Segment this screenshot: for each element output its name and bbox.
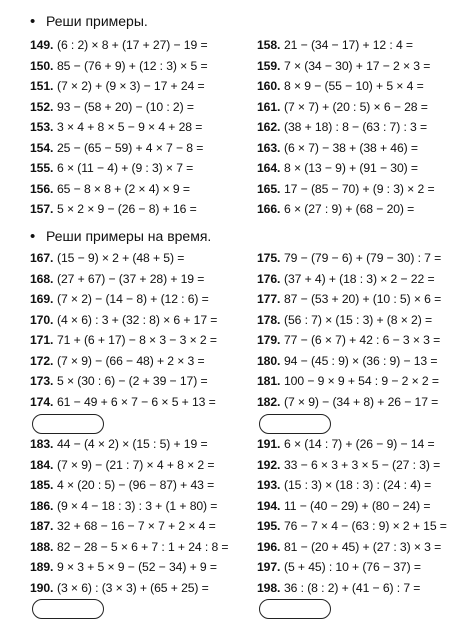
problem-expression: (27 + 67) − (37 + 28) + 19 = xyxy=(57,271,205,286)
problem-row xyxy=(30,373,207,389)
problem-row xyxy=(30,539,228,555)
problem-expression: (7 × 9) − (21 : 7) × 4 + 8 × 2 = xyxy=(57,457,215,472)
problem-expression: 82 − 28 − 5 × 6 + 7 : 1 + 24 : 8 = xyxy=(57,539,229,554)
problem-expression: 44 − (4 × 2) × (15 : 5) + 19 = xyxy=(57,437,208,451)
problem-row xyxy=(257,498,430,514)
problem-row xyxy=(30,140,203,156)
problem-expression: (15 − 9) × 2 + (48 + 5) = xyxy=(57,251,185,265)
problem-number: 197. xyxy=(257,560,281,574)
problem-row xyxy=(30,78,205,94)
problem-expression: (7 × 2) − (14 − 8) + (12 : 6) = xyxy=(57,292,209,306)
heading-text: Реши примеры на время. xyxy=(46,228,212,244)
problem-expression: 94 − (45 : 9) × (36 : 9) − 13 = xyxy=(284,353,438,368)
problem-number: 166. xyxy=(257,202,281,216)
problem-number: 154. xyxy=(30,140,54,155)
problem-expression: (5 + 45) : 10 + (76 − 37) = xyxy=(284,560,421,574)
problem-expression: 25 − (65 − 59) + 4 × 7 − 8 = xyxy=(57,140,204,155)
time-answer-box-right-2[interactable] xyxy=(259,414,331,434)
problem-expression: 71 + (6 + 17) − 8 × 3 − 3 × 2 = xyxy=(57,333,217,347)
problem-row xyxy=(257,140,418,156)
problem-expression: 85 − (76 + 9) + (12 : 3) × 5 = xyxy=(57,58,208,73)
problem-expression: 9 × 3 + 5 × 9 − (52 − 34) + 9 = xyxy=(57,560,217,574)
problem-row xyxy=(257,37,413,53)
problem-row xyxy=(257,518,447,534)
problem-row xyxy=(30,58,207,74)
problem-row xyxy=(30,99,194,115)
problem-number: 188. xyxy=(30,539,54,554)
problem-number: 178. xyxy=(257,312,281,327)
problem-expression: 65 − 8 × 8 + (2 × 4) × 9 = xyxy=(57,181,190,196)
problem-number: 193. xyxy=(257,478,281,492)
problem-number: 182. xyxy=(257,394,281,409)
problem-expression: 3 × 4 + 8 × 5 − 9 × 4 + 28 = xyxy=(57,120,203,134)
problem-number: 161. xyxy=(257,99,281,114)
problem-row xyxy=(257,99,428,115)
problem-number: 151. xyxy=(30,79,54,93)
problem-number: 192. xyxy=(257,457,281,472)
problem-number: 195. xyxy=(257,519,281,533)
problem-expression: (3 × 6) : (3 × 3) + (65 + 25) = xyxy=(57,580,209,595)
problem-number: 179. xyxy=(257,333,281,347)
problem-number: 162. xyxy=(257,120,281,134)
time-answer-box-left-2[interactable] xyxy=(32,414,104,434)
problem-expression: (37 + 4) + (18 : 3) × 2 − 22 = xyxy=(284,271,435,286)
problem-expression: (7 × 7) + (20 : 5) × 6 − 28 = xyxy=(284,99,428,114)
problem-number: 185. xyxy=(30,478,54,492)
problem-row xyxy=(257,291,441,307)
problem-row xyxy=(257,373,439,389)
problem-number: 183. xyxy=(30,437,54,451)
problem-row xyxy=(257,119,427,135)
problem-expression: (7 × 2) + (9 × 3) − 17 + 24 = xyxy=(57,79,205,93)
problem-expression: 4 × (20 : 5) − (96 − 87) + 43 = xyxy=(57,478,215,492)
problem-expression: 100 − 9 × 9 + 54 : 9 − 2 × 2 = xyxy=(284,374,439,388)
problem-expression: 36 : (8 : 2) + (41 − 6) : 7 = xyxy=(284,580,421,595)
problem-row xyxy=(30,250,184,266)
problem-number: 157. xyxy=(30,202,54,216)
problem-row xyxy=(30,312,217,328)
problem-number: 167. xyxy=(30,251,54,265)
problem-number: 168. xyxy=(30,271,54,286)
problem-number: 190. xyxy=(30,580,54,595)
problem-row xyxy=(257,559,421,575)
problem-row xyxy=(30,477,214,493)
problem-expression: (7 × 9) − (34 + 8) + 26 − 17 = xyxy=(284,394,439,409)
problem-number: 177. xyxy=(257,292,281,306)
problem-expression: 6 × (27 : 9) + (68 − 20) = xyxy=(284,202,415,216)
problem-expression: 87 − (53 + 20) + (10 : 5) × 6 = xyxy=(284,292,442,306)
problem-number: 159. xyxy=(257,58,281,73)
problem-number: 196. xyxy=(257,539,281,554)
problem-number: 176. xyxy=(257,271,281,286)
problem-number: 194. xyxy=(257,498,281,513)
problem-expression: 21 − (34 − 17) + 12 : 4 = xyxy=(284,38,413,52)
time-answer-box-right-3[interactable] xyxy=(259,599,331,619)
problem-row xyxy=(30,559,217,575)
problem-row xyxy=(30,498,217,514)
problem-row xyxy=(30,436,207,452)
heading-text: Реши примеры. xyxy=(46,13,148,29)
problem-number: 173. xyxy=(30,374,54,388)
problem-row xyxy=(30,580,209,596)
problem-expression: (7 × 9) − (66 − 48) + 2 × 3 = xyxy=(57,353,205,368)
problem-row xyxy=(257,394,438,410)
problem-number: 163. xyxy=(257,140,281,155)
problem-expression: (9 × 4 − 18 : 3) : 3 + (1 + 80) = xyxy=(57,498,218,513)
section-heading-2 xyxy=(30,228,211,245)
problem-row xyxy=(257,271,434,287)
problem-number: 165. xyxy=(257,181,281,196)
problem-expression: 61 − 49 + 6 × 7 − 6 × 5 + 13 = xyxy=(57,394,216,409)
problem-expression: 17 − (85 − 70) + (9 : 3) × 2 = xyxy=(284,181,435,196)
section-heading-1 xyxy=(30,13,148,30)
problem-number: 156. xyxy=(30,181,54,196)
problem-expression: (56 : 7) × (15 : 3) + (8 × 2) = xyxy=(284,312,432,327)
problem-row xyxy=(30,332,217,348)
problem-number: 155. xyxy=(30,161,54,175)
problem-row xyxy=(30,271,204,287)
problem-number: 153. xyxy=(30,120,54,134)
problem-expression: 76 − 7 × 4 − (63 : 9) × 2 + 15 = xyxy=(284,519,447,533)
problem-row xyxy=(257,457,440,473)
problem-row xyxy=(257,250,441,266)
problem-number: 152. xyxy=(30,99,54,114)
problem-number: 169. xyxy=(30,292,54,306)
problem-row xyxy=(257,181,434,197)
problem-expression: (38 + 18) : 8 − (63 : 7) : 3 = xyxy=(284,120,427,134)
problem-row xyxy=(257,332,440,348)
problem-row xyxy=(257,539,441,555)
problem-expression: 77 − (6 × 7) + 42 : 6 − 3 × 3 = xyxy=(284,333,441,347)
problem-row xyxy=(257,312,432,328)
problem-number: 158. xyxy=(257,38,281,52)
problem-row xyxy=(30,394,216,410)
problem-row xyxy=(257,201,414,217)
problem-expression: 79 − (79 − 6) + (79 − 30) : 7 = xyxy=(284,251,442,265)
problem-number: 171. xyxy=(30,333,54,347)
problem-number: 164. xyxy=(257,161,281,175)
problem-expression: (6 × 7) − 38 + (38 + 46) = xyxy=(284,140,418,155)
time-answer-box-left-3[interactable] xyxy=(32,599,104,619)
problem-expression: (6 : 2) × 8 + (17 + 27) − 19 = xyxy=(57,38,208,52)
problem-row xyxy=(30,37,207,53)
problem-row xyxy=(30,119,202,135)
problem-row xyxy=(257,477,431,493)
problem-expression: 6 × (11 − 4) + (9 : 3) × 7 = xyxy=(57,161,194,175)
problem-number: 186. xyxy=(30,498,54,513)
problem-number: 160. xyxy=(257,79,281,93)
problem-row xyxy=(30,353,205,369)
problem-number: 180. xyxy=(257,353,281,368)
problem-number: 189. xyxy=(30,560,54,574)
problem-expression: 93 − (58 + 20) − (10 : 2) = xyxy=(57,99,194,114)
problem-row xyxy=(30,181,190,197)
problem-expression: 5 × (30 : 6) − (2 + 39 − 17) = xyxy=(57,374,208,388)
problem-row xyxy=(257,436,434,452)
problem-expression: 8 × (13 − 9) + (91 − 30) = xyxy=(284,161,418,175)
problem-number: 184. xyxy=(30,457,54,472)
problem-number: 149. xyxy=(30,38,54,52)
problem-expression: (15 : 3) × (18 : 3) : (24 : 4) = xyxy=(284,478,432,492)
problem-number: 187. xyxy=(30,519,54,533)
problem-expression: 81 − (20 + 45) + (27 : 3) × 3 = xyxy=(284,539,442,554)
problem-expression: 8 × 9 − (55 − 10) + 5 × 4 = xyxy=(284,79,424,93)
problem-row xyxy=(257,580,420,596)
problem-expression: (4 × 6) : 3 + (32 : 8) × 6 + 17 = xyxy=(57,312,218,327)
problem-number: 172. xyxy=(30,353,54,368)
problem-number: 191. xyxy=(257,437,281,451)
problem-expression: 5 × 2 × 9 − (26 − 8) + 16 = xyxy=(57,202,197,216)
problem-expression: 32 + 68 − 16 − 7 × 7 + 2 × 4 = xyxy=(57,519,216,533)
problem-row xyxy=(257,353,437,369)
bullet-icon xyxy=(30,228,46,245)
problem-row xyxy=(30,291,209,307)
problem-row xyxy=(257,78,424,94)
bullet-icon xyxy=(30,13,46,30)
problem-row xyxy=(30,201,197,217)
problem-expression: 11 − (40 − 29) + (80 − 24) = xyxy=(284,498,431,513)
problem-expression: 7 × (34 − 30) + 17 − 2 × 3 = xyxy=(284,58,431,73)
problem-row xyxy=(30,518,216,534)
problem-number: 170. xyxy=(30,312,54,327)
problem-number: 150. xyxy=(30,58,54,73)
problem-number: 181. xyxy=(257,374,281,388)
problem-number: 175. xyxy=(257,251,281,265)
problem-expression: 33 − 6 × 3 + 3 × 5 − (27 : 3) = xyxy=(284,457,441,472)
problem-row xyxy=(257,58,430,74)
problem-row xyxy=(30,457,214,473)
problem-expression: 6 × (14 : 7) + (26 − 9) − 14 = xyxy=(284,437,435,451)
problem-row xyxy=(30,160,193,176)
problem-row xyxy=(257,160,418,176)
problem-number: 198. xyxy=(257,580,281,595)
problem-number: 174. xyxy=(30,394,54,409)
